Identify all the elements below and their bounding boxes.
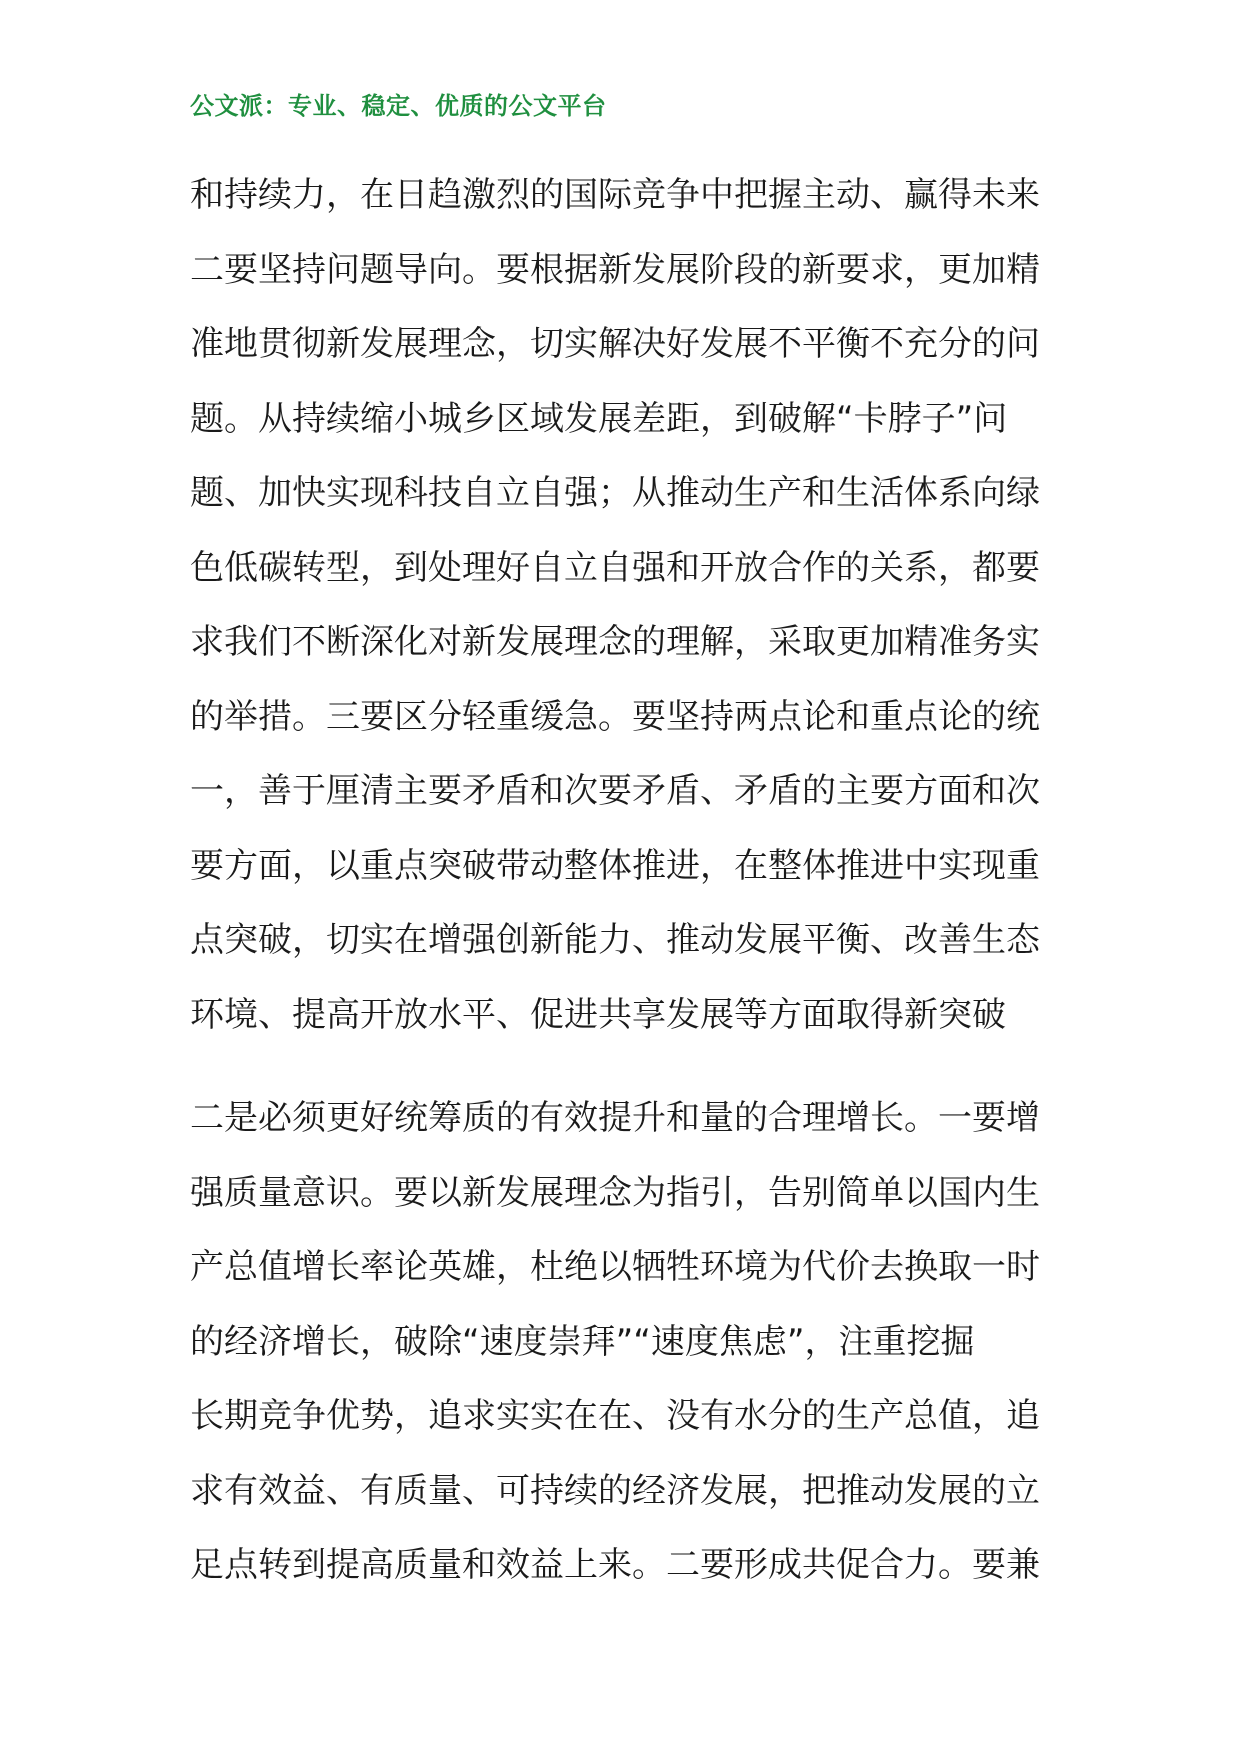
text-line: 长期竞争优势，追求实实在在、没有水分的生产总值，追 (190, 1396, 1040, 1436)
text-line: 足点转到提高质量和效益上来。二要形成共促合力。要兼 (190, 1545, 1040, 1585)
text-line: 求有效益、有质量、可持续的经济发展，把推动发展的立 (190, 1470, 1040, 1511)
page-header: 公文派：专业、稳定、优质的公文平台 (190, 92, 607, 120)
text-line: 环境、提高开放水平、促进共享发展等方面取得新突破 (190, 994, 1006, 1035)
text-line: 点突破，切实在增强创新能力、推动发展平衡、改善生态 (190, 920, 1040, 960)
paragraph-1 (190, 158, 1060, 1052)
text-line: 的经济增长，破除“速度崇拜”“速度焦虑”，注重挖掘 (190, 1321, 975, 1362)
text-line: 的举措。三要区分轻重缓急。要坚持两点论和重点论的统 (190, 696, 1040, 737)
text-line: 求我们不断深化对新发展理念的理解，采取更加精准务实 (190, 622, 1040, 662)
paragraph-2 (190, 1081, 1060, 1603)
text-line: 二要坚持问题导向。要根据新发展阶段的新要求，更加精 (190, 249, 1040, 290)
text-line: 产总值增长率论英雄，杜绝以牺牲环境为代价去换取一时 (190, 1247, 1040, 1287)
text-line: 题、加快实现科技自立自强；从推动生产和生活体系向绿 (190, 473, 1040, 513)
text-line: 要方面，以重点突破带动整体推进，在整体推进中实现重 (190, 845, 1040, 886)
text-line: 色低碳转型，到处理好自立自强和开放合作的关系，都要 (190, 547, 1040, 588)
text-line: 和持续力，在日趋激烈的国际竞争中把握主动、赢得未来 (190, 175, 1040, 215)
text-line: 题。从持续缩小城乡区域发展差距，到破解“卡脖子”问 (190, 398, 1008, 439)
text-line: 二是必须更好统筹质的有效提升和量的合理增长。一要增 (190, 1098, 1040, 1138)
text-line: 准地贯彻新发展理念，切实解决好发展不平衡不充分的问 (190, 324, 1040, 364)
text-line: 强质量意识。要以新发展理念为指引，告别简单以国内生 (190, 1172, 1040, 1213)
text-line: 一，善于厘清主要矛盾和次要矛盾、矛盾的主要方面和次 (190, 771, 1040, 811)
